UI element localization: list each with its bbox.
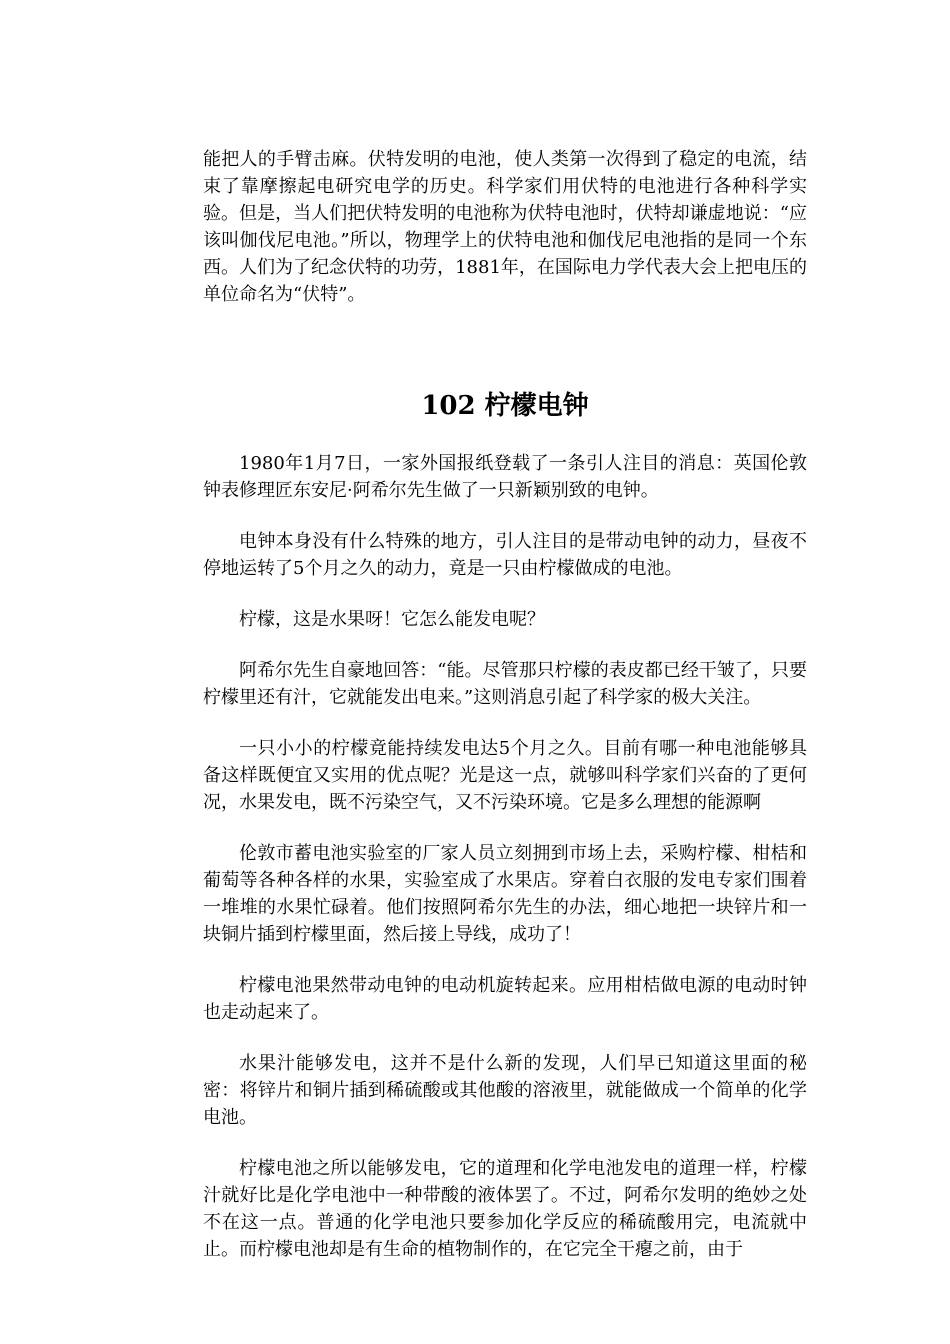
body-paragraph: 阿希尔先生自豪地回答：“能。尽管那只柠檬的表皮都已经干皱了，只要柠檬里还有汁，它就能发出电来。”这则消息引起了科学家的极大关注。 (203, 660, 807, 708)
body-paragraph: 柠檬电池果然带动电钟的电动机旋转起来。应用柑桔做电源的电动时钟也走动起来了。 (203, 975, 807, 1023)
body-paragraph: 1980年1月7日，一家外国报纸登载了一条引人注目的消息：英国伦敦钟表修理匠东安尼·阿希尔先生做了一只新颖别致的电钟。 (203, 453, 807, 501)
body-paragraph: 柠檬电池之所以能够发电，它的道理和化学电池发电的道理一样，柠檬汁就好比是化学电池中一种带酸的液体罢了。不过，阿希尔发明的绝妙之处不在这一点。普通的化学电池只要参加化学反应的稀硫酸用完，电流就中止。而柠檬电池却是有生命的植物制作的，在它完全干瘪之前，由于 (203, 1158, 807, 1260)
body-paragraph: 水果汁能够发电，这并不是什么新的发现，人们早已知道这里面的秘密：将锌片和铜片插到稀硫酸或其他酸的溶液里，就能做成一个简单的化学电池。 (203, 1053, 807, 1128)
document-page (203, 146, 807, 1263)
section-title-block (203, 388, 807, 424)
body-paragraph: 一只小小的柠檬竟能持续发电达5个月之久。目前有哪一种电池能够具备这样既便宜又实用的优点呢？光是这一点，就够叫科学家们兴奋的了更何况，水果发电，既不污染空气，又不污染环境。它是多么理想的能源啊 (203, 738, 807, 813)
body-paragraph: 电钟本身没有什么特殊的地方，引人注目的是带动电钟的动力，昼夜不停地运转了5个月之久的动力，竟是一只由柠檬做成的电池。 (203, 531, 807, 579)
section-title: 102 柠檬电钟 (421, 391, 589, 421)
intro-paragraph: 能把人的手臂击麻。伏特发明的电池，使人类第一次得到了稳定的电流，结束了靠摩擦起电研究电学的历史。科学家们用伏特的电池进行各种科学实验。但是，当人们把伏特发明的电池称为伏特电池时，伏特却谦虚地说：“应该叫伽伐尼电池。”所以，物理学上的伏特电池和伽伐尼电池指的是同一个东西。人们为了纪念伏特的功劳，1881年，在国际电力学代表大会上把电压的单位命名为“伏特”。 (203, 149, 807, 305)
body-paragraph: 伦敦市蓄电池实验室的厂家人员立刻拥到市场上去，采购柠檬、柑桔和葡萄等各种各样的水果，实验室成了水果店。穿着白衣服的发电专家们围着一堆堆的水果忙碌着。他们按照阿希尔先生的办法，细心地把一块锌片和一块铜片插到柠檬里面，然后接上导线，成功了！ (203, 843, 807, 945)
body-paragraph: 柠檬，这是水果呀！它怎么能发电呢？ (239, 609, 545, 630)
